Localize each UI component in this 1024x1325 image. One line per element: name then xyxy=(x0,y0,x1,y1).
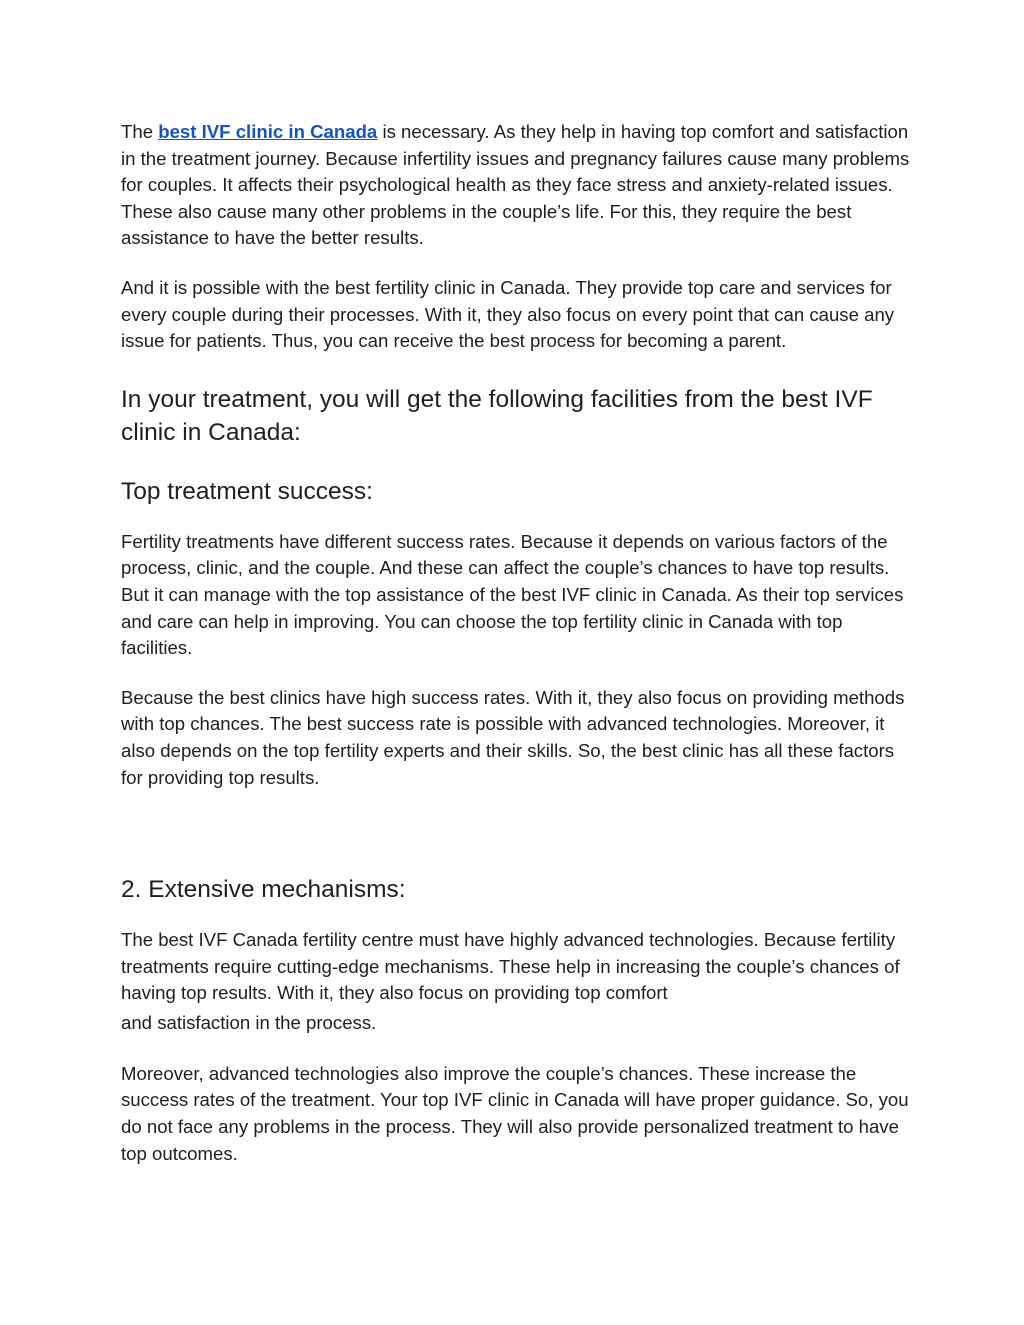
section-1-paragraph-1: Fertility treatments have different success rates. Because it depends on various factors of the process, clinic, and the couple. And these can affect the couple’s chances to have top results. But it can manage with the top assistance of the best IVF clinic in Canada. As their top services and care can help in improving. You can choose the top fertility clinic in Canada with top facilities. xyxy=(121,530,904,659)
section-2-paragraph-1-main: The best IVF Canada fertility centre must have highly advanced technologies. Because fertility treatments require cutting-edge mechanisms. These help in increasing the couple’s chances of having top results. With it, they also focus on providing top comfort xyxy=(121,929,900,1004)
intro-prefix: The xyxy=(121,121,159,142)
section-heading-top-treatment-success: Top treatment success: xyxy=(121,477,373,505)
section-2-paragraph-1 xyxy=(121,927,911,1039)
document-page xyxy=(121,119,911,1167)
section-heading-extensive-mechanisms: 2. Extensive mechanisms: xyxy=(121,876,406,904)
paragraph-2: And it is possible with the best fertility clinic in Canada. They provide top care and services for every couple during their processes. With it, they also focus on every point that can cause any issue for patients. Thus, you can receive the best process for becoming a parent. xyxy=(121,276,895,352)
section-2-paragraph-1-last-line: and satisfaction in the process. xyxy=(121,1011,377,1033)
intro-paragraph xyxy=(121,119,911,252)
section-2-paragraph-2: Moreover, advanced technologies also improve the couple’s chances. These increase the success rates of the treatment. Your top IVF clinic in Canada will have proper guidance. So, you do not face any problems in the process. They will also provide personalized treatment to have top outcomes. xyxy=(121,1062,909,1164)
main-heading: In your treatment, you will get the following facilities from the best IVF clinic in Canada: xyxy=(121,385,873,446)
section-1-paragraph-2: Because the best clinics have high success rates. With it, they also focus on providing methods with top chances. The best success rate is possible with advanced technologies. Moreover, it also depends on the top fertility experts and their skills. So, the best clinic has all these factors for providing top results. xyxy=(121,686,905,788)
best-ivf-clinic-link[interactable]: best IVF clinic in Canada xyxy=(158,121,378,142)
intro-text: is necessary. As they help in having top comfort and satisfaction in the treatment journey. Because infertility issues and pregnancy failures cause many problems for couples. It affects their psychological health as they face stress and anxiety-related issues. These also cause many other problems in the couple’s life. For this, they require the best assistance to have the better results. xyxy=(121,121,910,249)
